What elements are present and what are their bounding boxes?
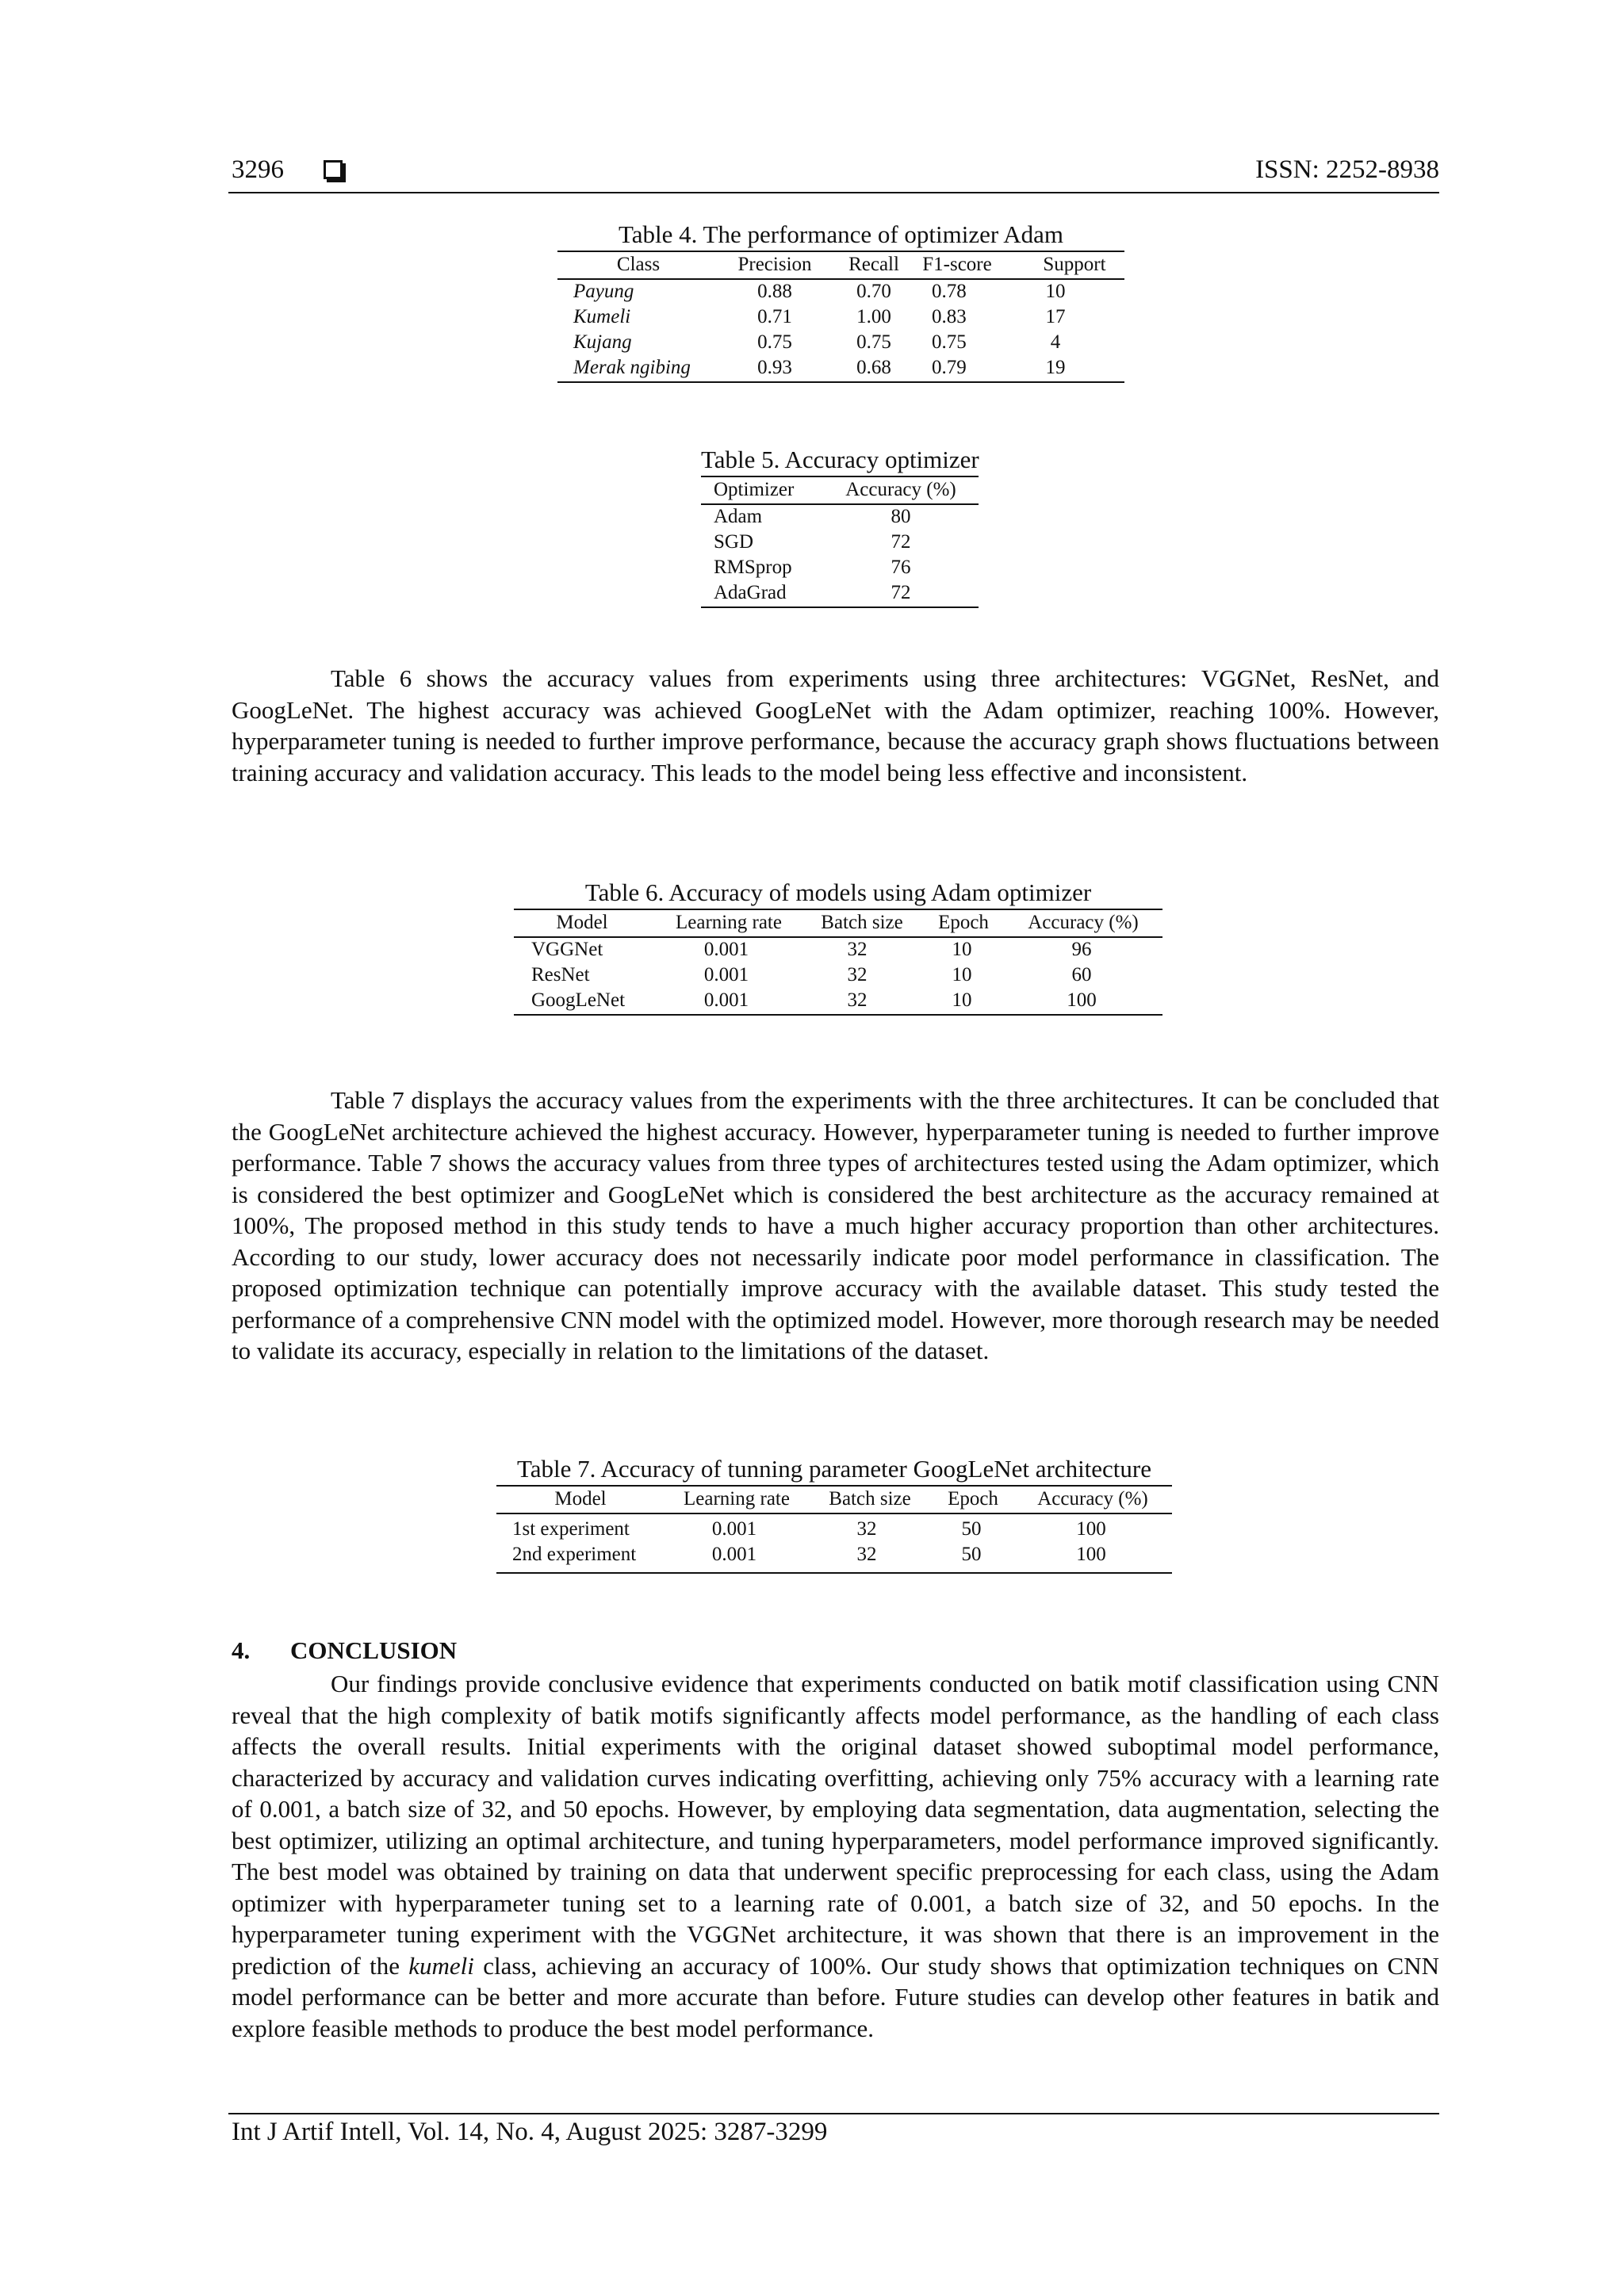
body-paragraph: Table 6 shows the accuracy values from experiments using three architectures: VGGNet, ResNet, and GoogLeNet. The highest accuracy was achieved GoogLeNet with the Adam optimizer, reaching 100%. However, hyperparameter tuning is needed to further improve performance, because the accuracy graph shows fluctuations between training accuracy and validation accuracy. This leads to the model being less effective and inconsistent. (232, 664, 1439, 786)
table-cell: 0.75 (932, 331, 967, 353)
table-cell: 96 (1071, 939, 1092, 960)
table-cell: 4 (1050, 331, 1061, 353)
table-rule-top (557, 251, 1124, 252)
issn: ISSN: 2252-8938 (1255, 155, 1439, 184)
table-7 (496, 1455, 1172, 1580)
table-cell: 32 (856, 1518, 877, 1540)
table-rule-mid (701, 503, 979, 505)
table-rule-bottom (496, 1572, 1172, 1574)
table-cell: 0.001 (711, 1518, 757, 1540)
table-cell: 32 (847, 964, 868, 985)
table-cell: Payung (573, 281, 634, 302)
table-cell: 0.93 (757, 357, 792, 378)
table-cell: 72 (891, 531, 911, 553)
table-cell: VGGNet (531, 939, 603, 960)
table-cell: 10 (952, 939, 972, 960)
conclusion-text: Our findings provide conclusive evidence that experiments conducted on batik motif classification using CNN reveal that the high complexity of batik motifs significantly affects model performance, as the handling of each class affects the overall results. Initial experiments with the original dataset showed suboptimal model performance, characterized by accuracy and validation curves indicating overfitting, achieving only 75% accuracy with a learning rate of 0.001, a batch size of 32, and 50 epochs. However, by employing data segmentation, data augmentation, selecting the best optimizer, utilizing an optimal architecture, and tuning hyperparameters, model performance improved significantly. The best model was obtained by training on data that underwent specific preprocessing for each class, using the Adam optimizer with hyperparameter tuning set to a learning rate of 0.001, a batch size of 32, and 50 epochs. In the hyperparameter tuning experiment with the VGGNet architecture, it was shown that there is an improvement in the prediction of the (232, 1670, 1439, 1980)
table-cell: 32 (847, 939, 868, 960)
column-header: Batch size (821, 912, 903, 933)
table-cell: 0.79 (932, 357, 967, 378)
column-header: Recall (848, 254, 899, 275)
table-caption: Table 5. Accuracy optimizer (701, 446, 979, 473)
table-cell: Adam (714, 506, 763, 527)
table-rule-mid (496, 1513, 1172, 1514)
table-cell: 76 (891, 557, 911, 578)
box-bullet-icon (324, 160, 343, 179)
table-cell: 72 (891, 582, 911, 603)
table-cell: 0.001 (703, 939, 749, 960)
table-cell: 0.71 (757, 306, 792, 327)
page-number: 3296 (232, 155, 284, 184)
column-header: Learning rate (684, 1488, 790, 1510)
table-cell: Merak ngibing (573, 357, 691, 378)
table-cell: 100 (1076, 1518, 1106, 1540)
table-cell: SGD (714, 531, 754, 553)
column-header: Epoch (948, 1488, 998, 1510)
table-rule-bottom (701, 607, 979, 608)
section-title: CONCLUSION (290, 1636, 458, 1664)
column-header: Model (556, 912, 608, 933)
table-cell: 60 (1071, 964, 1092, 985)
footer-rule (228, 2113, 1439, 2114)
conclusion-paragraph (232, 1668, 1439, 2044)
table-rule-top (514, 909, 1162, 910)
table-cell: 0.78 (932, 281, 967, 302)
table-cell: 10 (952, 964, 972, 985)
table-rule-mid (514, 936, 1162, 938)
column-header: Support (1043, 254, 1106, 275)
column-header: Optimizer (714, 479, 795, 500)
section-heading (232, 1636, 457, 1665)
table-cell: 80 (891, 506, 911, 527)
section-number: 4. (232, 1636, 251, 1664)
table-cell: 0.001 (711, 1544, 757, 1565)
table-cell: 0.001 (703, 964, 749, 985)
column-header: Accuracy (%) (1037, 1488, 1148, 1510)
column-header: Accuracy (%) (845, 479, 956, 500)
table-rule-bottom (557, 381, 1124, 383)
table-cell: 0.001 (703, 989, 749, 1011)
table-cell: 0.68 (856, 357, 891, 378)
table-cell: RMSprop (714, 557, 792, 578)
column-header: Precision (737, 254, 812, 275)
table-cell: 50 (961, 1518, 982, 1540)
table-rule-bottom (514, 1014, 1162, 1016)
table-cell: 19 (1045, 357, 1066, 378)
column-header: Class (616, 254, 661, 275)
table-rule-top (496, 1485, 1172, 1487)
table-cell: 1.00 (856, 306, 891, 327)
table-rule-mid (557, 278, 1124, 280)
table-cell: 10 (1045, 281, 1066, 302)
page-footer: Int J Artif Intell, Vol. 14, No. 4, August 2025: 3287-3299 (232, 2118, 828, 2146)
table-rule-top (701, 476, 979, 477)
table-cell: 2nd experiment (512, 1544, 637, 1565)
table-cell: 1st experiment (512, 1518, 630, 1540)
table-cell: 0.75 (757, 331, 792, 353)
table-cell: 32 (847, 989, 868, 1011)
table-4 (557, 220, 1124, 387)
table-caption: Table 7. Accuracy of tunning parameter GoogLeNet architecture (516, 1455, 1152, 1483)
table-cell: 100 (1076, 1544, 1106, 1565)
table-cell: 0.75 (856, 331, 891, 353)
table-cell: Kumeli (573, 306, 631, 327)
table-cell: ResNet (531, 964, 590, 985)
table-cell: Kujang (573, 331, 632, 353)
column-header: Batch size (829, 1488, 911, 1510)
table-cell: 50 (961, 1544, 982, 1565)
table-caption: Table 4. The performance of optimizer Adam (618, 220, 1064, 248)
column-header: Accuracy (%) (1028, 912, 1139, 933)
table-caption: Table 6. Accuracy of models using Adam optimizer (584, 878, 1092, 906)
table-5 (701, 446, 979, 612)
column-header: Model (554, 1488, 607, 1510)
column-header: Epoch (938, 912, 989, 933)
conclusion-text-end: class, achieving an accuracy of 100%. Our study shows that optimization techniques on CNN model performance can be better and more accurate than before. Future studies can develop other features in batik and explore feasible methods to produce the best model performance. (232, 1951, 1439, 2042)
table-cell: 17 (1045, 306, 1066, 327)
table-cell: AdaGrad (714, 582, 787, 603)
header-rule (228, 192, 1439, 193)
table-6 (514, 878, 1162, 1025)
table-cell: 0.83 (932, 306, 967, 327)
column-header: F1-score (922, 254, 992, 275)
page-header (232, 155, 1439, 195)
table-cell: 100 (1067, 989, 1097, 1011)
table-cell: GoogLeNet (531, 989, 626, 1011)
table-cell: 10 (952, 989, 972, 1011)
table-cell: 32 (856, 1544, 877, 1565)
conclusion-italic-term: kumeli (408, 1951, 474, 1980)
column-header: Learning rate (676, 912, 782, 933)
body-paragraph: Table 7 displays the accuracy values from the experiments with the three architectures. It can be concluded that the GoogLeNet architecture achieved the highest accuracy. However, hyperparameter tuning is needed to further improve performance. Table 7 shows the accuracy values from three types of architectures tested using the Adam optimizer, which is considered the best optimizer and GoogLeNet which is considered the best architecture as the accuracy remained at 100%, The proposed method in this study tends to have a much higher accuracy proportion than other architectures. According to our study, lower accuracy does not necessarily indicate poor model performance in classification. The proposed optimization technique can potentially improve accuracy with the available dataset. This study tested the performance of a comprehensive CNN model with the optimized model. However, more thorough research may be needed to validate its accuracy, especially in relation to the limitations of the dataset. (232, 1086, 1439, 1364)
table-cell: 0.88 (757, 281, 792, 302)
table-cell: 0.70 (856, 281, 891, 302)
